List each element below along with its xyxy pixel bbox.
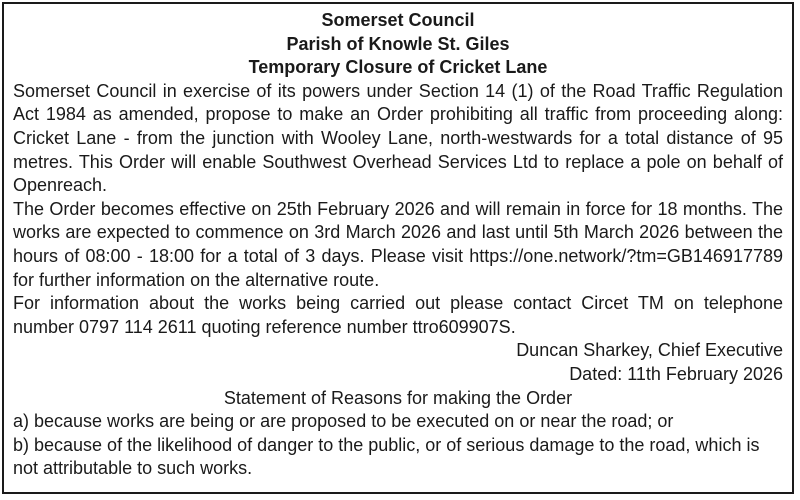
public-notice — [2, 2, 794, 494]
authority-heading: Somerset Council — [321, 10, 475, 30]
date-line: Dated: 11th February 2026 — [569, 363, 783, 384]
order-proposal-paragraph: Somerset Council in exercise of its powers under Section 14 (1) of the Road Traffic Regulation Act 1984 as amended, propose to make an Order prohibiting all traffic from proceeding along: Cricket Lane - from the junction with Wooley Lane, north-westwards for a total distance of 95 metres. This Order will enable Southwest Overhead Services Ltd to replace a pole on behalf of Openreach. — [13, 80, 783, 196]
reason-a: a) because works are being or are proposed to be executed on or near the road; or — [13, 411, 674, 432]
parish-heading: Parish of Knowle St. Giles — [286, 33, 510, 54]
reason-b: b) because of the likelihood of danger to the public, or of serious damage to the road, which is not attributable to such works. — [13, 434, 760, 479]
notice-title: Temporary Closure of Cricket Lane — [248, 57, 548, 78]
signatory: Duncan Sharkey, Chief Executive — [516, 340, 783, 361]
order-effective-paragraph: The Order becomes effective on 25th February 2026 and will remain in force for 18 months. The works are expected to commence on 3rd March 2026 and last until 5th March 2026 between the hours of 08:00 - 18:00 for a total of 3 days. Please visit https://one.network/?tm=GB146917789 for further information on the alternative route. — [13, 198, 783, 290]
reasons-heading: Statement of Reasons for making the Order — [223, 387, 573, 408]
contact-information-paragraph: For information about the works being carried out please contact Circet TM on telephone number 0797 114 2611 quoting reference number ttro609907S. — [13, 293, 783, 337]
